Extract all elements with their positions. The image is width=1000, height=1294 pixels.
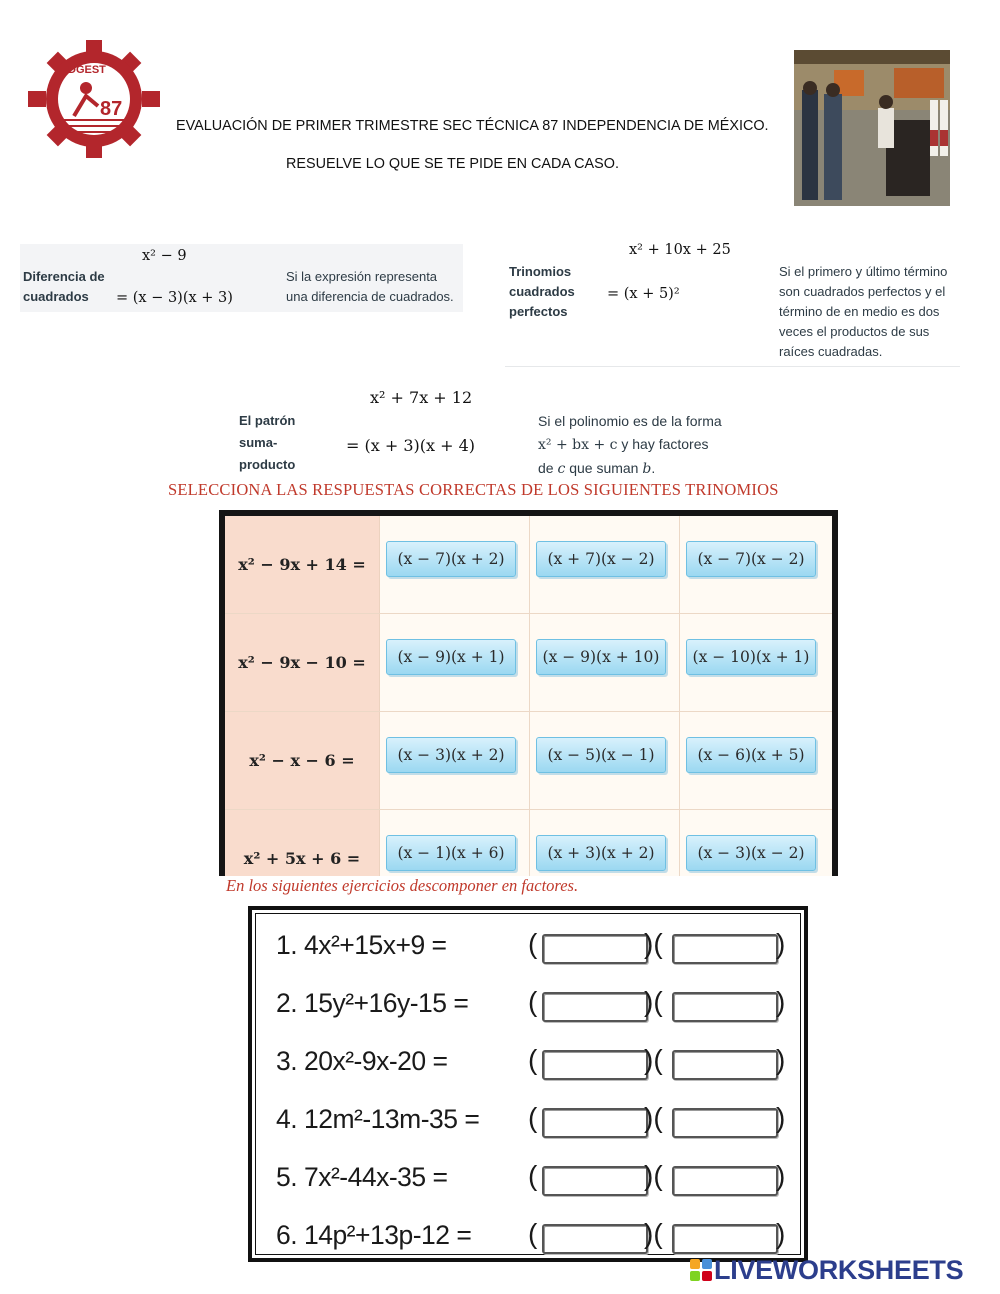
middle-paren: )( (644, 928, 663, 959)
option-cell (380, 810, 530, 876)
answer-input-1[interactable] (542, 1166, 648, 1196)
exercise-text: 1. 4x²+15x+9 = (276, 930, 447, 960)
option-cell (530, 810, 680, 876)
answer-input-1[interactable] (542, 1108, 648, 1138)
open-paren: ( (528, 1160, 538, 1191)
ref-sum-product-pattern (236, 386, 746, 478)
selection-title: SELECCIONA LAS RESPUESTAS CORRECTAS DE LOS SIGUIENTES TRINOMIOS (168, 480, 779, 499)
ref-desc-line-2 (538, 433, 748, 457)
open-paren: ( (528, 986, 538, 1017)
brand-icon-square (702, 1259, 712, 1269)
ref-expr-bottom: = (x − 3)(x + 3) (116, 290, 233, 306)
page-title: EVALUACIÓN DE PRIMER TRIMESTRE SEC TÉCNICA 87 INDEPENDENCIA DE MÉXICO. (176, 118, 769, 134)
exercise-text: 5. 7x²-44x-35 = (276, 1162, 448, 1192)
ref-desc-text: y hay factores (617, 436, 709, 452)
option-cell (530, 516, 680, 613)
option-cell (680, 516, 829, 613)
ceremony-photo (794, 50, 950, 206)
trinomial-table-body (225, 516, 832, 876)
option-cell (530, 614, 680, 711)
school-logo (28, 40, 160, 158)
ref-expr-top: x² + 7x + 12 (370, 388, 473, 407)
brand-icon-square (702, 1271, 712, 1281)
logo-text-number: 87 (100, 98, 123, 120)
middle-paren: )( (644, 1102, 663, 1133)
answer-input-2[interactable] (672, 1108, 778, 1138)
middle-paren: )( (644, 986, 663, 1017)
page-subtitle: RESUELVE LO QUE SE TE PIDE EN CADA CASO. (286, 156, 619, 172)
option-button[interactable]: (x − 3)(x − 2) (686, 835, 816, 871)
option-cell (680, 810, 829, 876)
option-button[interactable]: (x − 3)(x + 2) (386, 737, 516, 773)
close-paren: ) (776, 1160, 786, 1191)
option-cell (680, 614, 829, 711)
logo-text-top: DGEST (68, 64, 106, 76)
answer-input-1[interactable] (542, 992, 648, 1022)
option-button[interactable]: (x − 1)(x + 6) (386, 835, 516, 871)
close-paren: ) (776, 986, 786, 1017)
close-paren: ) (776, 1044, 786, 1075)
open-paren: ( (528, 1218, 538, 1249)
table-row (225, 516, 832, 614)
answer-input-1[interactable] (542, 1050, 648, 1080)
brand-name: LIVEWORKSHEETS (714, 1254, 964, 1285)
ref-label: Trinomios cuadrados perfectos (509, 264, 575, 319)
middle-paren: )( (644, 1160, 663, 1191)
exercise-row (252, 922, 804, 980)
option-cell (380, 712, 530, 809)
ref-desc-text: . (651, 460, 656, 476)
answer-input-2[interactable] (672, 1050, 778, 1080)
answer-input-2[interactable] (672, 1166, 778, 1196)
option-button[interactable]: (x − 10)(x + 1) (686, 639, 816, 675)
middle-paren: )( (644, 1218, 663, 1249)
trinomial-question: x² − x − 6 = (225, 712, 380, 809)
ref-description: Si la expresión representa una diferencia de cuadrados. (286, 269, 454, 304)
ref-expr-bottom: = (x + 5)² (607, 286, 680, 302)
ref-expr-bottom: = (x + 3)(x + 4) (346, 436, 476, 455)
ref-desc-math: b (642, 461, 652, 477)
brand-icon-square (690, 1259, 700, 1269)
close-paren: ) (776, 928, 786, 959)
answer-input-2[interactable] (672, 1224, 778, 1254)
option-button[interactable]: (x − 9)(x + 1) (386, 639, 516, 675)
answer-input-2[interactable] (672, 934, 778, 964)
factoring-title: En los siguientes ejercicios descomponer en factores. (226, 876, 579, 895)
option-cell (680, 712, 829, 809)
ref-desc-text: que suman (565, 460, 643, 476)
liveworksheets-brand (690, 1254, 963, 1286)
exercise-text: 4. 12m²-13m-35 = (276, 1104, 480, 1134)
exercise-row (252, 1096, 804, 1154)
option-button[interactable]: (x − 6)(x + 5) (686, 737, 816, 773)
ref-desc-math: x² + bx + c (538, 437, 618, 453)
ref-label: Diferencia de cuadrados (23, 269, 105, 304)
answer-input-2[interactable] (672, 992, 778, 1022)
middle-paren: )( (644, 1044, 663, 1075)
trinomial-question: x² − 9x − 10 = (225, 614, 380, 711)
open-paren: ( (528, 1044, 538, 1075)
ref-perfect-square-trinomial (505, 236, 960, 367)
trinomial-table (219, 510, 838, 876)
close-paren: ) (776, 1218, 786, 1249)
answer-input-1[interactable] (542, 934, 648, 964)
option-cell (530, 712, 680, 809)
factoring-exercises (248, 906, 808, 1262)
ref-desc-line-1: Si el polinomio es de la forma (538, 413, 722, 429)
ref-label: El patrón suma-producto (239, 413, 296, 472)
open-paren: ( (528, 928, 538, 959)
option-button[interactable]: (x + 3)(x + 2) (536, 835, 666, 871)
ref-expr-top: x² − 9 (142, 248, 187, 264)
option-cell (380, 614, 530, 711)
ref-desc-math: c (557, 461, 566, 477)
ref-description: Si el primero y último término son cuadrados perfectos y el término de en medio es dos veces el productos de sus raíces cuadradas. (779, 264, 948, 359)
ref-description (538, 410, 748, 481)
open-paren: ( (528, 1102, 538, 1133)
answer-input-1[interactable] (542, 1224, 648, 1254)
exercise-row (252, 1154, 804, 1212)
trinomial-question: x² − 9x + 14 = (225, 516, 380, 613)
ref-desc-text: de (538, 460, 558, 476)
exercise-row (252, 980, 804, 1038)
option-button[interactable]: (x + 7)(x − 2) (536, 541, 666, 577)
ref-expr-top: x² + 10x + 25 (629, 242, 731, 258)
close-paren: ) (776, 1102, 786, 1133)
brand-icon-square (690, 1271, 700, 1281)
exercise-row (252, 1038, 804, 1096)
option-button[interactable]: (x − 7)(x − 2) (686, 541, 816, 577)
table-row (225, 712, 832, 810)
option-cell (380, 516, 530, 613)
exercise-text: 6. 14p²+13p-12 = (276, 1220, 472, 1250)
table-row (225, 810, 832, 876)
option-button[interactable]: (x − 7)(x + 2) (386, 541, 516, 577)
option-button[interactable]: (x − 9)(x + 10) (536, 639, 666, 675)
option-button[interactable]: (x − 5)(x − 1) (536, 737, 666, 773)
ref-desc-line-3 (538, 457, 748, 481)
brand-icon (690, 1259, 712, 1281)
exercise-text: 3. 20x²-9x-20 = (276, 1046, 448, 1076)
exercise-text: 2. 15y²+16y-15 = (276, 988, 469, 1018)
table-row (225, 614, 832, 712)
ref-difference-of-squares (20, 244, 463, 312)
trinomial-question: x² + 5x + 6 = (225, 810, 380, 876)
